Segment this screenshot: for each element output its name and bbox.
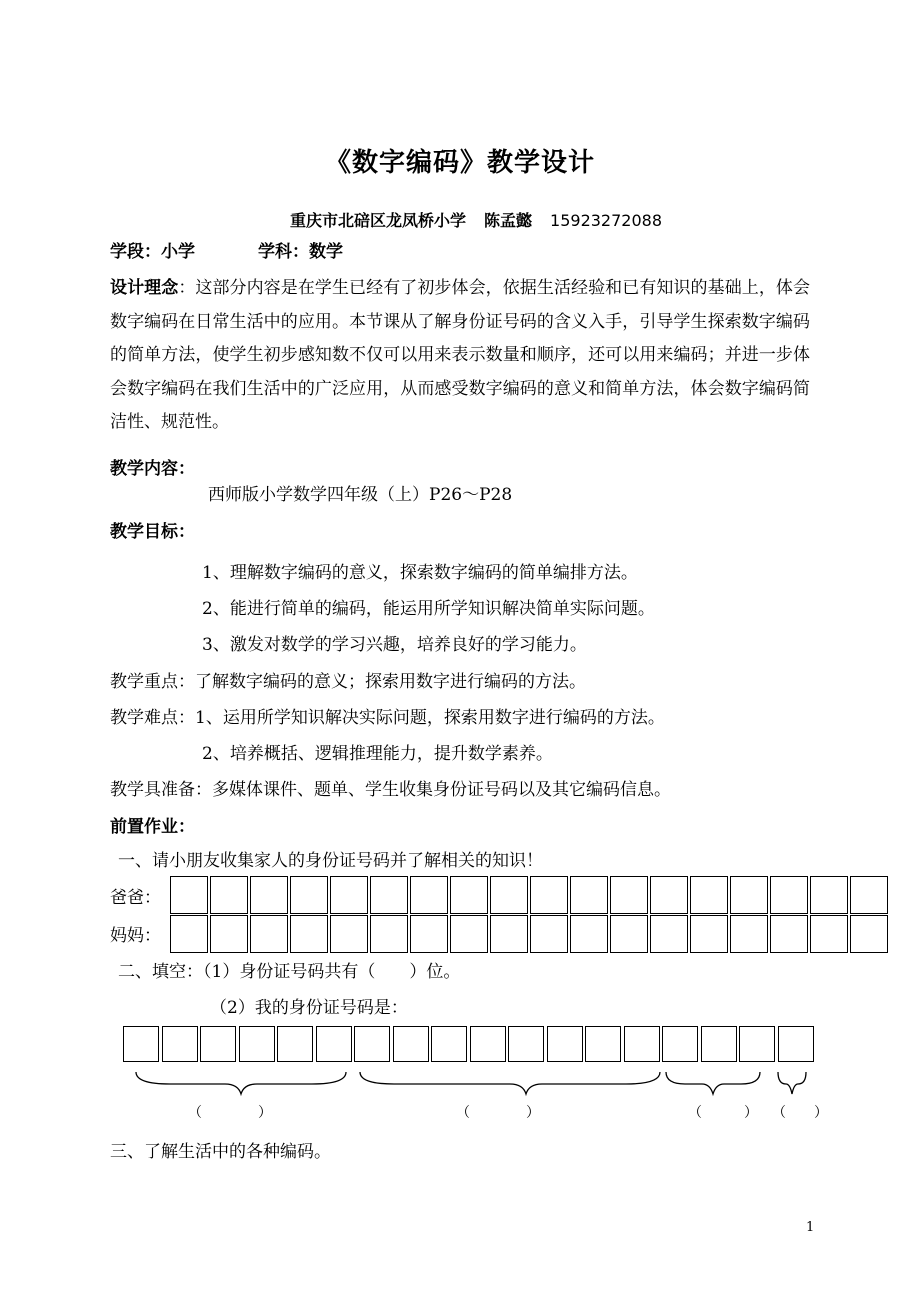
document-title: 《数字编码》教学设计 [324, 148, 595, 178]
homework-question-3: 三、了解生活中的各种编码。 [110, 1142, 331, 1162]
page-number: 1 [806, 1220, 815, 1235]
goal-item-3: 3、激发对数学的学习兴趣，培养良好的学习能力。 [202, 635, 587, 655]
id-box[interactable] [162, 1026, 198, 1062]
id-box[interactable] [530, 915, 568, 953]
id-box[interactable] [239, 1026, 275, 1062]
id-box[interactable] [290, 876, 328, 914]
id-box[interactable] [370, 915, 408, 953]
id-box[interactable] [701, 1026, 737, 1062]
id-box[interactable] [490, 876, 528, 914]
id-box[interactable] [170, 876, 208, 914]
id-box[interactable] [770, 876, 808, 914]
id-box[interactable] [570, 915, 608, 953]
id-box[interactable] [354, 1026, 390, 1062]
id-box[interactable] [570, 876, 608, 914]
id-box[interactable] [690, 915, 728, 953]
id-box[interactable] [770, 915, 808, 953]
homework-question-2a: 二、填空：（1）身份证号码共有（ ）位。 [118, 962, 461, 982]
difficulty-first: 教学难点：1、运用所学知识解决实际问题，探索用数字进行编码的方法。 [110, 708, 665, 728]
paren-region[interactable]: （ ） [188, 1105, 272, 1121]
id-box[interactable] [210, 876, 248, 914]
design-concept-paragraph [110, 272, 810, 440]
id-section-braces [110, 1064, 830, 1104]
paren-sequence[interactable]: （ ） [688, 1105, 758, 1121]
id-box[interactable] [662, 1026, 698, 1062]
id-box[interactable] [508, 1026, 544, 1062]
id-box[interactable] [330, 876, 368, 914]
id-box[interactable] [490, 915, 528, 953]
id-box[interactable] [316, 1026, 352, 1062]
id-box[interactable] [250, 915, 288, 953]
id-box[interactable] [650, 915, 688, 953]
author-school: 重庆市北碚区龙凤桥小学 [290, 211, 467, 230]
id-box[interactable] [250, 876, 288, 914]
brace-sequence [666, 1072, 760, 1094]
id-box[interactable] [810, 915, 848, 953]
stage-label: 学段：小学 [110, 242, 195, 262]
difficulty-second: 2、培养概括、逻辑推理能力，提升数学素养。 [202, 744, 553, 764]
id-box[interactable] [393, 1026, 429, 1062]
author-name: 陈孟懿 [484, 211, 533, 230]
id-box[interactable] [170, 915, 208, 953]
id-box[interactable] [850, 876, 888, 914]
design-concept-text: ：这部分内容是在学生已经有了初步体会，依据生活经验和已有知识的基础上，体会数字编码在日常生活中的应用。本节课从了解身份证号码的含义入手，引导学生探索数字编码的简单方法，使学生初步感知数不仅可以用来表示数量和顺序，还可以用来编码；并进一步体会数字编码在我们生活中的广泛应用，从而感受数字编码的意义和简单方法，体会数字编码简洁性、规范性。 [110, 278, 811, 432]
mom-label: 妈妈： [110, 926, 161, 946]
id-box[interactable] [277, 1026, 313, 1062]
brace-region [136, 1072, 346, 1094]
id-box[interactable] [810, 876, 848, 914]
dad-label: 爸爸： [110, 888, 161, 908]
id-box[interactable] [330, 915, 368, 953]
id-box[interactable] [690, 876, 728, 914]
id-box[interactable] [778, 1026, 814, 1062]
id-box[interactable] [290, 915, 328, 953]
homework-label: 前置作业： [110, 817, 195, 837]
id-box[interactable] [730, 876, 768, 914]
author-line [290, 208, 680, 231]
teaching-content-label: 教学内容： [110, 459, 195, 479]
id-box[interactable] [585, 1026, 621, 1062]
id-box[interactable] [739, 1026, 775, 1062]
id-box[interactable] [730, 915, 768, 953]
id-box[interactable] [410, 915, 448, 953]
id-box[interactable] [530, 876, 568, 914]
goal-item-2: 2、能进行简单的编码，能运用所学知识解决简单实际问题。 [202, 599, 655, 619]
id-box[interactable] [547, 1026, 583, 1062]
mom-id-boxes [170, 915, 890, 953]
design-concept-label: 设计理念 [110, 278, 179, 298]
id-box[interactable] [610, 915, 648, 953]
teaching-goals-label: 教学目标： [110, 522, 195, 542]
goal-item-1: 1、理解数字编码的意义，探索数字编码的简单编排方法。 [202, 563, 638, 583]
homework-question-1: 一、请小朋友收集家人的身份证号码并了解相关的知识！ [118, 851, 543, 871]
subject-label: 学科：数学 [258, 242, 343, 262]
id-box[interactable] [123, 1026, 159, 1062]
id-box[interactable] [210, 915, 248, 953]
paren-check[interactable]: （ ） [772, 1105, 828, 1121]
id-box[interactable] [200, 1026, 236, 1062]
author-phone: 15923272088 [550, 211, 663, 230]
key-point: 教学重点：了解数字编码的意义；探索用数字进行编码的方法。 [110, 672, 586, 692]
id-box[interactable] [450, 876, 488, 914]
id-box[interactable] [450, 915, 488, 953]
teaching-content-text: 西师版小学数学四年级（上）P26～P28 [208, 485, 513, 505]
brace-birthdate [360, 1072, 660, 1094]
id-box[interactable] [370, 876, 408, 914]
id-box[interactable] [431, 1026, 467, 1062]
id-box[interactable] [650, 876, 688, 914]
brace-check [778, 1072, 806, 1094]
paren-birthdate[interactable]: （ ） [456, 1105, 540, 1121]
id-box[interactable] [410, 876, 448, 914]
id-box[interactable] [850, 915, 888, 953]
dad-id-boxes [170, 876, 890, 914]
id-box[interactable] [624, 1026, 660, 1062]
homework-question-2b: （2）我的身份证号码是： [210, 998, 408, 1018]
teaching-tools: 教学具准备：多媒体课件、题单、学生收集身份证号码以及其它编码信息。 [110, 780, 671, 800]
id-box[interactable] [610, 876, 648, 914]
my-id-boxes [123, 1026, 816, 1064]
id-box[interactable] [470, 1026, 506, 1062]
